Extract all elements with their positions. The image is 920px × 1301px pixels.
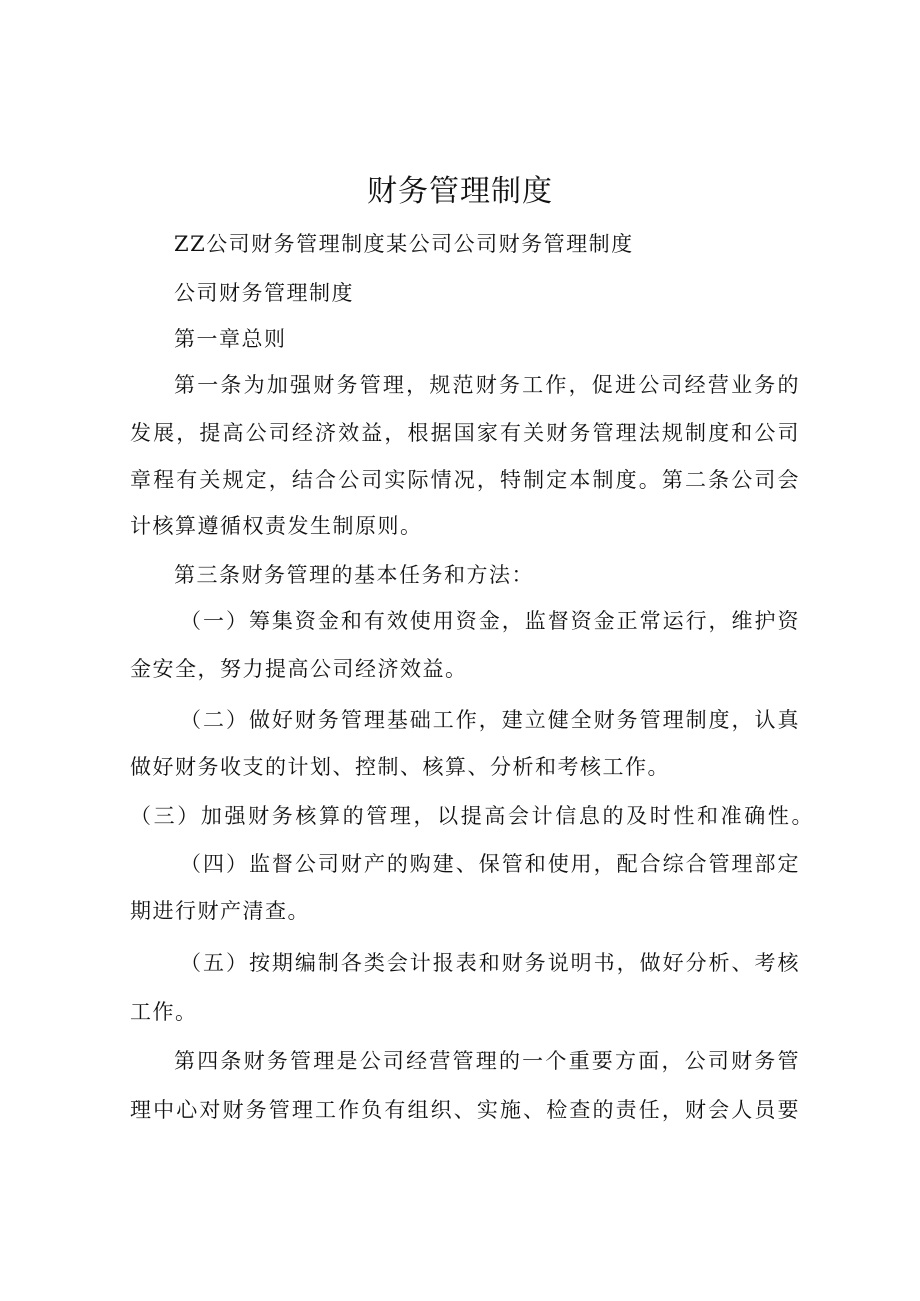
body-line: 章程有关规定，结合公司实际情况，特制定本制度。第二条公司会: [130, 468, 800, 492]
body-line: 发展，提高公司经济效益，根据国家有关财务管理法规制度和公司: [130, 421, 800, 445]
body-line: 金安全，努力提高公司经济效益。: [130, 657, 468, 681]
subtitle-line: ZZ公司财务管理制度某公司公司财务管理制度: [174, 232, 634, 256]
body-line: 第四条财务管理是公司经营管理的一个重要方面，公司财务管: [174, 1049, 800, 1073]
body-line: 期进行财产清查。: [130, 899, 310, 923]
body-line: （二）做好财务管理基础工作，建立健全财务管理制度，认真: [180, 708, 800, 732]
document-title: 财务管理制度: [367, 174, 553, 209]
body-line: （五）按期编制各类会计报表和财务说明书，做好分析、考核: [180, 951, 800, 975]
chapter-heading: 第一章总则: [174, 327, 287, 351]
body-line: 理中心对财务管理工作负有组织、实施、检查的责任，财会人员要: [130, 1098, 800, 1122]
body-line: 第三条财务管理的基本任务和方法：: [174, 563, 534, 587]
subtitle-line: 公司财务管理制度: [174, 281, 354, 305]
body-line: （一）筹集资金和有效使用资金，监督资金正常运行，维护资: [180, 609, 800, 633]
body-line: （三）加强财务核算的管理，以提高会计信息的及时性和准确性。: [130, 804, 814, 828]
body-line: 计核算遵循权责发生制原则。: [130, 514, 423, 538]
body-line: 第一条为加强财务管理，规范财务工作，促进公司经营业务的: [174, 373, 800, 397]
body-line: （四）监督公司财产的购建、保管和使用，配合综合管理部定: [180, 852, 800, 876]
body-line: 工作。: [130, 1000, 198, 1024]
body-line: 做好财务收支的计划、控制、核算、分析和考核工作。: [130, 755, 670, 779]
